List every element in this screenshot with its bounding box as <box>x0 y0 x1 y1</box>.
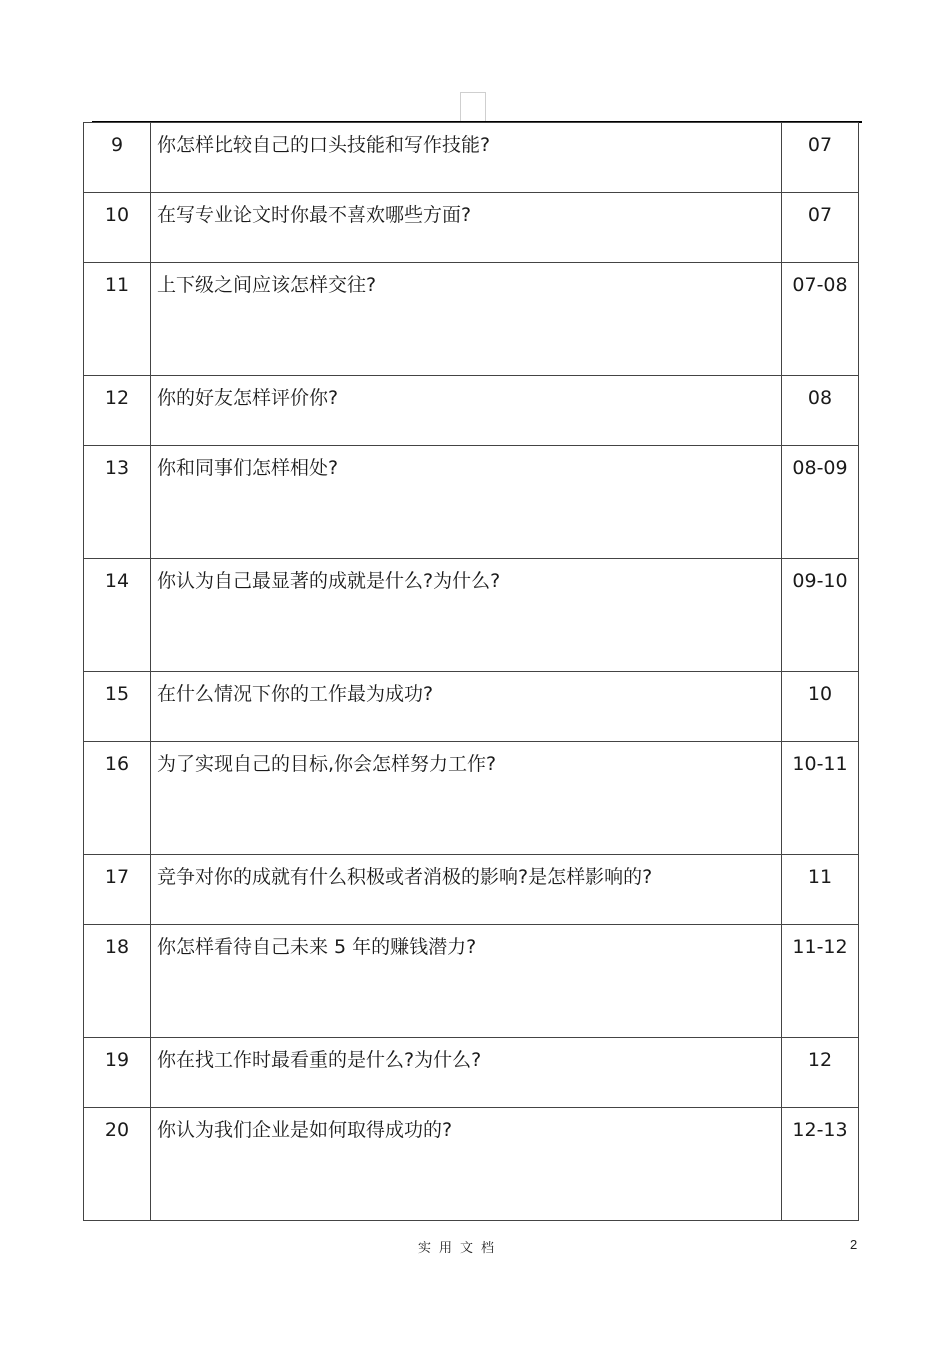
page-reference: 08-09 <box>782 446 859 559</box>
page-reference: 07 <box>782 193 859 263</box>
page-number: 2 <box>850 1237 858 1252</box>
page-reference: 10 <box>782 672 859 742</box>
question-number: 14 <box>84 559 151 672</box>
question-text: 在什么情况下你的工作最为成功? <box>151 672 782 742</box>
table-row <box>84 855 859 925</box>
question-text: 为了实现自己的目标,你会怎样努力工作? <box>151 742 782 855</box>
question-number: 10 <box>84 193 151 263</box>
question-table <box>83 122 859 1221</box>
table-row <box>84 559 859 672</box>
table-row <box>84 123 859 193</box>
page-reference: 12-13 <box>782 1108 859 1221</box>
page-reference: 11 <box>782 855 859 925</box>
page-reference: 08 <box>782 376 859 446</box>
footer-label: 实用文档 <box>417 1241 502 1256</box>
question-number: 15 <box>84 672 151 742</box>
question-number: 20 <box>84 1108 151 1221</box>
question-text: 你认为我们企业是如何取得成功的? <box>151 1108 782 1221</box>
question-text: 你怎样比较自己的口头技能和写作技能? <box>151 123 782 193</box>
question-text: 竞争对你的成就有什么积极或者消极的影响?是怎样影响的? <box>151 855 782 925</box>
table-row <box>84 1038 859 1108</box>
table-row <box>84 925 859 1038</box>
question-number: 11 <box>84 263 151 376</box>
page-reference: 11-12 <box>782 925 859 1038</box>
page-reference: 12 <box>782 1038 859 1108</box>
table-row <box>84 1108 859 1221</box>
table-row <box>84 672 859 742</box>
table-row <box>84 446 859 559</box>
question-number: 9 <box>84 123 151 193</box>
question-text: 在写专业论文时你最不喜欢哪些方面? <box>151 193 782 263</box>
question-text: 你怎样看待自己未来 5 年的赚钱潜力? <box>151 925 782 1038</box>
page-reference: 09-10 <box>782 559 859 672</box>
table-row <box>84 263 859 376</box>
question-text: 上下级之间应该怎样交往? <box>151 263 782 376</box>
question-number: 12 <box>84 376 151 446</box>
question-number: 13 <box>84 446 151 559</box>
question-number: 18 <box>84 925 151 1038</box>
question-text: 你和同事们怎样相处? <box>151 446 782 559</box>
question-text: 你在找工作时最看重的是什么?为什么? <box>151 1038 782 1108</box>
question-text: 你认为自己最显著的成就是什么?为什么? <box>151 559 782 672</box>
question-number: 19 <box>84 1038 151 1108</box>
page-reference: 07-08 <box>782 263 859 376</box>
question-number: 17 <box>84 855 151 925</box>
question-text: 你的好友怎样评价你? <box>151 376 782 446</box>
page-reference: 10-11 <box>782 742 859 855</box>
question-number: 16 <box>84 742 151 855</box>
table-row <box>84 376 859 446</box>
table-row <box>84 742 859 855</box>
page-reference: 07 <box>782 123 859 193</box>
table-row <box>84 193 859 263</box>
header-marker <box>460 92 486 122</box>
